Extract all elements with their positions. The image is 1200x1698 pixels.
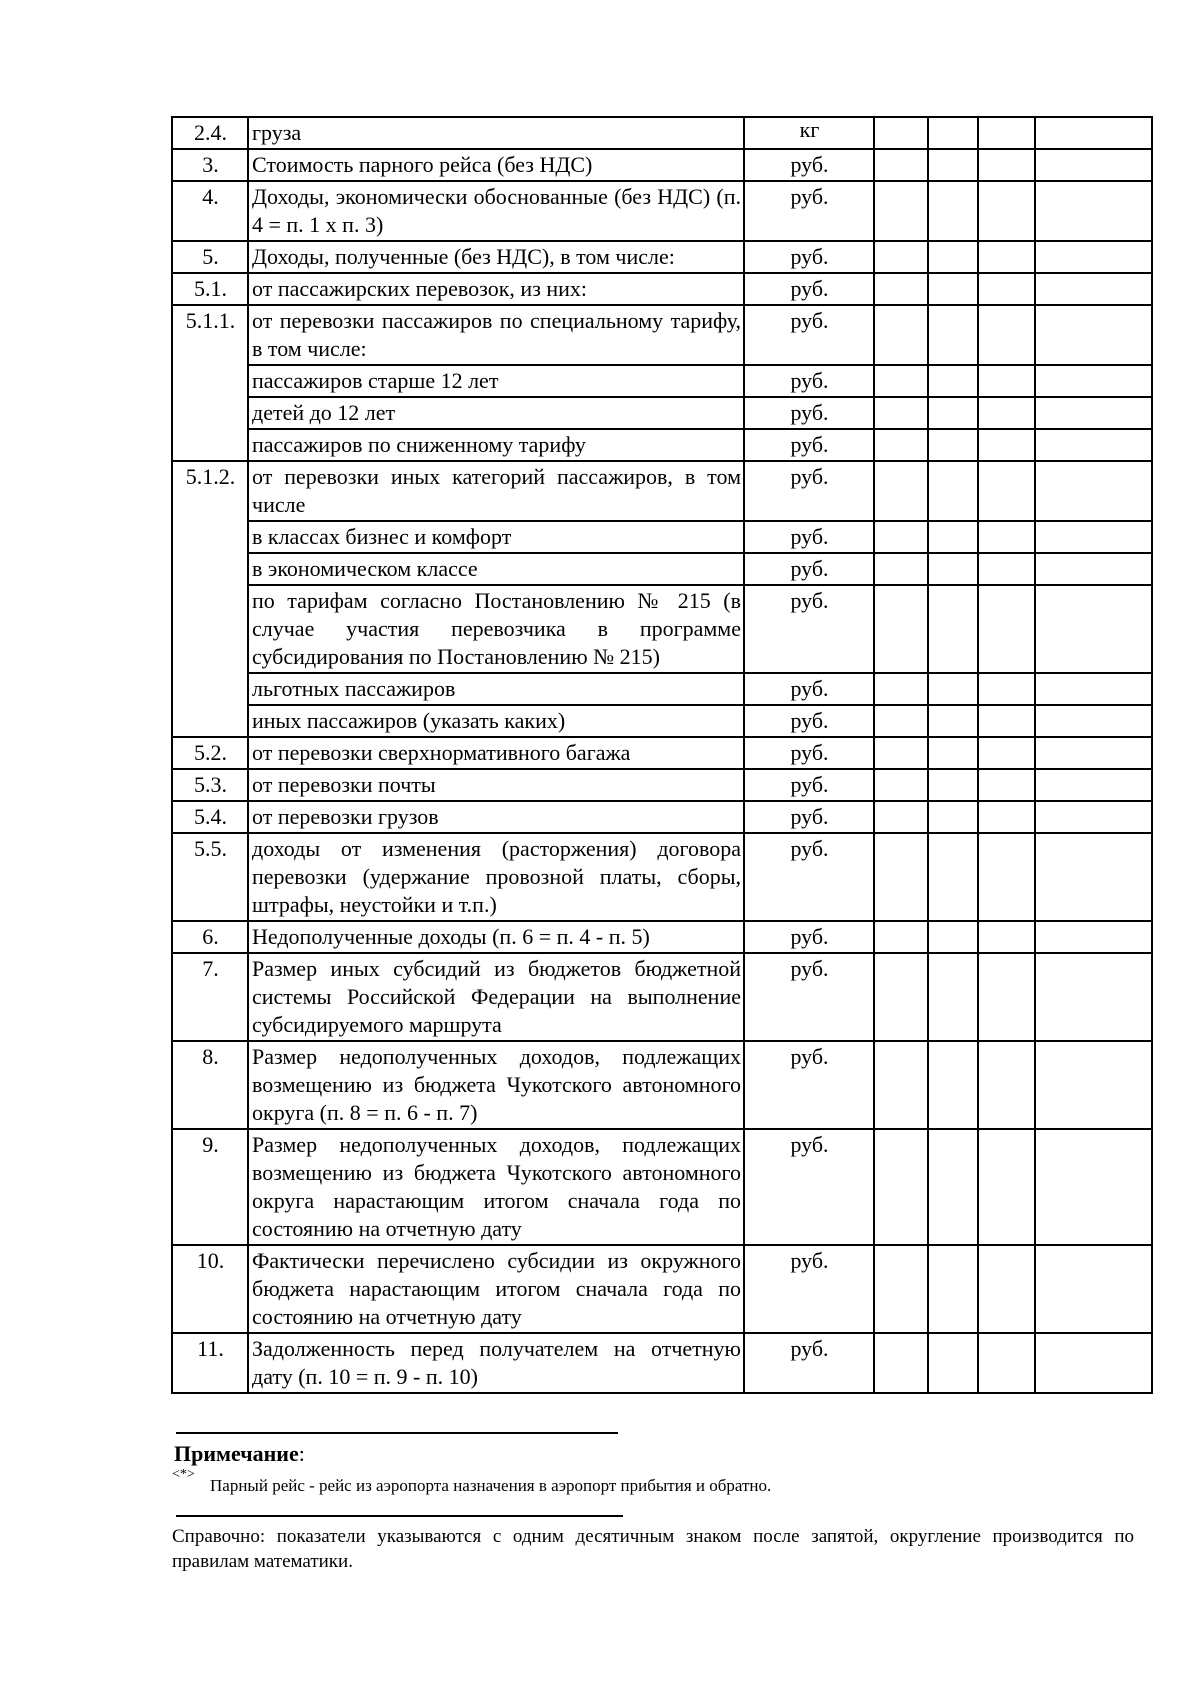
table-row bbox=[172, 673, 1152, 705]
value-cell bbox=[928, 769, 978, 801]
value-cell bbox=[1035, 305, 1152, 365]
value-cell bbox=[928, 953, 978, 1041]
row-number-cell: 2.4. bbox=[172, 117, 248, 149]
value-cell bbox=[978, 953, 1035, 1041]
table-row bbox=[172, 1041, 1152, 1129]
row-number-cell: 5.5. bbox=[172, 833, 248, 921]
value-cell bbox=[978, 117, 1035, 149]
indicator-name-cell: Доходы, полученные (без НДС), в том числе: bbox=[248, 241, 744, 273]
value-cell bbox=[1035, 1245, 1152, 1333]
indicator-name-cell: пассажиров старше 12 лет bbox=[248, 365, 744, 397]
value-cell bbox=[1035, 117, 1152, 149]
unit-cell: руб. bbox=[744, 521, 874, 553]
value-cell bbox=[874, 673, 928, 705]
indicator-name-cell: Размер иных субсидий из бюджетов бюджетной системы Российской Федерации на выполнение субсидируемого маршрута bbox=[248, 953, 744, 1041]
value-cell bbox=[928, 305, 978, 365]
value-cell bbox=[1035, 521, 1152, 553]
value-cell bbox=[874, 241, 928, 273]
table-row bbox=[172, 149, 1152, 181]
table-row bbox=[172, 1245, 1152, 1333]
value-cell bbox=[928, 673, 978, 705]
value-cell bbox=[1035, 553, 1152, 585]
value-cell bbox=[874, 521, 928, 553]
indicator-name-cell: Размер недополученных доходов, подлежащих возмещению из бюджета Чукотского автономного округа (п. 8 = п. 6 - п. 7) bbox=[248, 1041, 744, 1129]
indicator-name-cell: от перевозки пассажиров по специальному тарифу, в том числе: bbox=[248, 305, 744, 365]
value-cell bbox=[928, 149, 978, 181]
value-cell bbox=[1035, 365, 1152, 397]
report-table-body bbox=[172, 117, 1152, 1393]
unit-cell: руб. bbox=[744, 921, 874, 953]
value-cell bbox=[978, 801, 1035, 833]
indicator-name-cell: доходы от изменения (расторжения) договора перевозки (удержание провозной платы, сборы, штрафы, неустойки и т.п.) bbox=[248, 833, 744, 921]
table-row bbox=[172, 801, 1152, 833]
unit-cell: руб. bbox=[744, 461, 874, 521]
value-cell bbox=[978, 521, 1035, 553]
row-number-cell: 5. bbox=[172, 241, 248, 273]
table-row bbox=[172, 737, 1152, 769]
value-cell bbox=[928, 1245, 978, 1333]
table-row bbox=[172, 241, 1152, 273]
row-number-cell: 4. bbox=[172, 181, 248, 241]
value-cell bbox=[874, 833, 928, 921]
footnote-text: Парный рейс - рейс из аэропорта назначения в аэропорт прибытия и обратно. bbox=[210, 1476, 772, 1495]
unit-cell: руб. bbox=[744, 833, 874, 921]
indicator-name-cell: по тарифам согласно Постановлению № 215 (в случае участия перевозчика в программе субсидирования по Постановлению № 215) bbox=[248, 585, 744, 673]
value-cell bbox=[928, 429, 978, 461]
value-cell bbox=[978, 305, 1035, 365]
value-cell bbox=[1035, 737, 1152, 769]
indicator-name-cell: в классах бизнес и комфорт bbox=[248, 521, 744, 553]
table-row bbox=[172, 397, 1152, 429]
value-cell bbox=[928, 801, 978, 833]
value-cell bbox=[928, 1129, 978, 1245]
unit-cell: руб. bbox=[744, 241, 874, 273]
unit-cell: руб. bbox=[744, 769, 874, 801]
value-cell bbox=[978, 365, 1035, 397]
table-row bbox=[172, 1129, 1152, 1245]
indicator-name-cell: льготных пассажиров bbox=[248, 673, 744, 705]
table-row bbox=[172, 1333, 1152, 1393]
indicator-name-cell: от перевозки сверхнормативного багажа bbox=[248, 737, 744, 769]
unit-cell: руб. bbox=[744, 397, 874, 429]
value-cell bbox=[928, 241, 978, 273]
value-cell bbox=[978, 1129, 1035, 1245]
value-cell bbox=[928, 585, 978, 673]
unit-cell: руб. bbox=[744, 273, 874, 305]
table-row bbox=[172, 365, 1152, 397]
value-cell bbox=[928, 117, 978, 149]
table-row bbox=[172, 953, 1152, 1041]
indicator-name-cell: Доходы, экономически обоснованные (без НДС) (п. 4 = п. 1 х п. 3) bbox=[248, 181, 744, 241]
row-number-cell: 11. bbox=[172, 1333, 248, 1393]
value-cell bbox=[874, 801, 928, 833]
value-cell bbox=[1035, 1041, 1152, 1129]
value-cell bbox=[874, 305, 928, 365]
value-cell bbox=[874, 953, 928, 1041]
value-cell bbox=[1035, 1333, 1152, 1393]
value-cell bbox=[1035, 953, 1152, 1041]
row-number-cell: 5.4. bbox=[172, 801, 248, 833]
value-cell bbox=[928, 921, 978, 953]
value-cell bbox=[1035, 1129, 1152, 1245]
table-row bbox=[172, 553, 1152, 585]
value-cell bbox=[874, 1245, 928, 1333]
value-cell bbox=[874, 149, 928, 181]
value-cell bbox=[874, 117, 928, 149]
row-number-cell: 9. bbox=[172, 1129, 248, 1245]
unit-cell: руб. bbox=[744, 737, 874, 769]
indicator-name-cell: Фактически перечислено субсидии из окружного бюджета нарастающим итогом сначала года по состоянию на отчетную дату bbox=[248, 1245, 744, 1333]
value-cell bbox=[978, 273, 1035, 305]
value-cell bbox=[978, 737, 1035, 769]
unit-cell: руб. bbox=[744, 429, 874, 461]
unit-cell: руб. bbox=[744, 585, 874, 673]
unit-cell: руб. bbox=[744, 181, 874, 241]
value-cell bbox=[928, 397, 978, 429]
value-cell bbox=[874, 365, 928, 397]
table-row bbox=[172, 273, 1152, 305]
row-number-cell: 6. bbox=[172, 921, 248, 953]
value-cell bbox=[928, 705, 978, 737]
indicator-name-cell: в экономическом классе bbox=[248, 553, 744, 585]
value-cell bbox=[874, 705, 928, 737]
indicator-name-cell: детей до 12 лет bbox=[248, 397, 744, 429]
value-cell bbox=[978, 429, 1035, 461]
value-cell bbox=[874, 1333, 928, 1393]
indicator-name-cell: Размер недополученных доходов, подлежащих возмещению из бюджета Чукотского автономного округа нарастающим итогом сначала года по состоянию на отчетную дату bbox=[248, 1129, 744, 1245]
value-cell bbox=[928, 1041, 978, 1129]
value-cell bbox=[1035, 397, 1152, 429]
reference-text: Справочно: показатели указываются с одним десятичным знаком после запятой, округление производится по правилам математики. bbox=[172, 1526, 1134, 1572]
value-cell bbox=[978, 833, 1035, 921]
unit-cell: руб. bbox=[744, 365, 874, 397]
row-number-cell: 10. bbox=[172, 1245, 248, 1333]
value-cell bbox=[1035, 585, 1152, 673]
unit-cell: руб. bbox=[744, 705, 874, 737]
value-cell bbox=[978, 397, 1035, 429]
value-cell bbox=[1035, 769, 1152, 801]
value-cell bbox=[874, 273, 928, 305]
value-cell bbox=[874, 181, 928, 241]
table-row bbox=[172, 305, 1152, 365]
indicator-name-cell: Стоимость парного рейса (без НДС) bbox=[248, 149, 744, 181]
unit-cell: руб. bbox=[744, 149, 874, 181]
value-cell bbox=[978, 769, 1035, 801]
row-number-cell: 3. bbox=[172, 149, 248, 181]
row-number-cell: 5.2. bbox=[172, 737, 248, 769]
value-cell bbox=[928, 737, 978, 769]
value-cell bbox=[874, 429, 928, 461]
value-cell bbox=[1035, 801, 1152, 833]
unit-cell: руб. bbox=[744, 673, 874, 705]
value-cell bbox=[978, 705, 1035, 737]
table-row bbox=[172, 117, 1152, 149]
table-row bbox=[172, 705, 1152, 737]
value-cell bbox=[1035, 429, 1152, 461]
value-cell bbox=[928, 553, 978, 585]
value-cell bbox=[1035, 241, 1152, 273]
note-heading: Примечание: bbox=[174, 1441, 305, 1466]
value-cell bbox=[1035, 181, 1152, 241]
value-cell bbox=[978, 241, 1035, 273]
indicator-name-cell: от пассажирских перевозок, из них: bbox=[248, 273, 744, 305]
table-row bbox=[172, 833, 1152, 921]
value-cell bbox=[978, 149, 1035, 181]
report-table bbox=[171, 116, 1153, 1394]
value-cell bbox=[1035, 149, 1152, 181]
value-cell bbox=[928, 273, 978, 305]
value-cell bbox=[874, 553, 928, 585]
value-cell bbox=[874, 1041, 928, 1129]
value-cell bbox=[978, 585, 1035, 673]
unit-cell: руб. bbox=[744, 305, 874, 365]
indicator-name-cell: Задолженность перед получателем на отчетную дату (п. 10 = п. 9 - п. 10) bbox=[248, 1333, 744, 1393]
unit-cell: руб. bbox=[744, 953, 874, 1041]
value-cell bbox=[978, 673, 1035, 705]
unit-cell: руб. bbox=[744, 1041, 874, 1129]
unit-cell: руб. bbox=[744, 553, 874, 585]
row-number-cell: 5.1.1. bbox=[172, 305, 248, 461]
value-cell bbox=[1035, 921, 1152, 953]
value-cell bbox=[928, 1333, 978, 1393]
table-row bbox=[172, 181, 1152, 241]
indicator-name-cell: Недополученные доходы (п. 6 = п. 4 - п. 5) bbox=[248, 921, 744, 953]
value-cell bbox=[1035, 833, 1152, 921]
value-cell bbox=[978, 1041, 1035, 1129]
indicator-name-cell: от перевозки почты bbox=[248, 769, 744, 801]
value-cell bbox=[928, 461, 978, 521]
unit-cell: кг bbox=[744, 117, 874, 149]
value-cell bbox=[978, 181, 1035, 241]
value-cell bbox=[928, 833, 978, 921]
indicator-name-cell: иных пассажиров (указать каких) bbox=[248, 705, 744, 737]
value-cell bbox=[874, 397, 928, 429]
value-cell bbox=[1035, 461, 1152, 521]
value-cell bbox=[928, 365, 978, 397]
table-row bbox=[172, 521, 1152, 553]
value-cell bbox=[978, 1333, 1035, 1393]
value-cell bbox=[874, 921, 928, 953]
value-cell bbox=[874, 461, 928, 521]
value-cell bbox=[874, 1129, 928, 1245]
indicator-name-cell: пассажиров по сниженному тарифу bbox=[248, 429, 744, 461]
unit-cell: руб. bbox=[744, 1245, 874, 1333]
row-number-cell: 5.3. bbox=[172, 769, 248, 801]
table-row bbox=[172, 585, 1152, 673]
footnote-mark: <*> bbox=[172, 1467, 195, 1482]
value-cell bbox=[978, 461, 1035, 521]
value-cell bbox=[978, 921, 1035, 953]
unit-cell: руб. bbox=[744, 1333, 874, 1393]
row-number-cell: 7. bbox=[172, 953, 248, 1041]
table-row bbox=[172, 769, 1152, 801]
reference-separator-line bbox=[176, 1515, 623, 1517]
value-cell bbox=[1035, 673, 1152, 705]
table-row bbox=[172, 461, 1152, 521]
indicator-name-cell: от перевозки грузов bbox=[248, 801, 744, 833]
note-separator-line bbox=[176, 1432, 618, 1434]
indicator-name-cell: от перевозки иных категорий пассажиров, в том числе bbox=[248, 461, 744, 521]
value-cell bbox=[874, 737, 928, 769]
unit-cell: руб. bbox=[744, 801, 874, 833]
row-number-cell: 8. bbox=[172, 1041, 248, 1129]
value-cell bbox=[928, 521, 978, 553]
row-number-cell: 5.1. bbox=[172, 273, 248, 305]
value-cell bbox=[1035, 705, 1152, 737]
value-cell bbox=[928, 181, 978, 241]
value-cell bbox=[978, 553, 1035, 585]
value-cell bbox=[874, 769, 928, 801]
unit-cell: руб. bbox=[744, 1129, 874, 1245]
indicator-name-cell: груза bbox=[248, 117, 744, 149]
table-row bbox=[172, 429, 1152, 461]
value-cell bbox=[874, 585, 928, 673]
value-cell bbox=[1035, 273, 1152, 305]
table-row bbox=[172, 921, 1152, 953]
row-number-cell: 5.1.2. bbox=[172, 461, 248, 737]
value-cell bbox=[978, 1245, 1035, 1333]
